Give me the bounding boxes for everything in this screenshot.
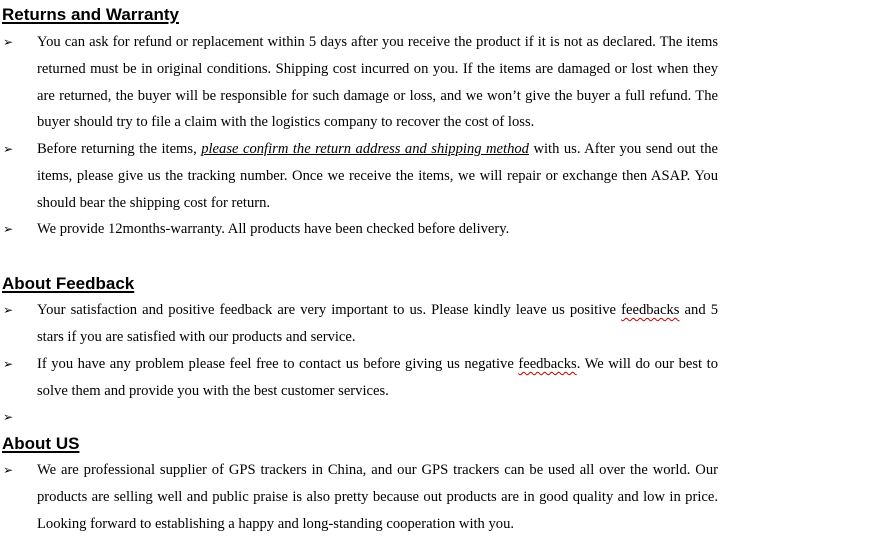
about-us-heading: About US <box>2 434 80 453</box>
feedback-item-1-after: and 5 stars if you are satisfied with our products and service. <box>37 302 718 345</box>
about-item-1 <box>0 457 720 537</box>
spelling-flagged-word: feedbacks <box>518 356 577 372</box>
returns-item-3-text: We provide 12months-warranty. All products have been checked before delivery. <box>37 221 510 237</box>
arrow-bullet-icon: ➢ <box>3 303 14 317</box>
feedback-item-2-text <box>37 351 718 405</box>
return-address-emphasis: please confirm the return address and shipping method <box>201 141 529 157</box>
arrow-bullet-icon: ➢ <box>3 357 14 371</box>
returns-warranty-heading: Returns and Warranty <box>2 5 179 24</box>
about-feedback-heading: About Feedback <box>2 274 135 293</box>
feedback-item-2-before: If you have any problem please feel free to contact us before giving us negative <box>37 356 519 372</box>
feedback-item-1-text <box>37 297 718 351</box>
returns-item-1-text: You can ask for refund or replacement within 5 days after you receive the product if it is not as declared. The items returned must be in original conditions. Shipping cost incurred on you. If the items are damaged or lost when they are returned, the buyer will be responsible for such damage or loss, and we won’t give the buyer a full refund. The buyer should try to file a claim with the logistics company to recover the cost of loss. <box>37 34 718 131</box>
returns-item-1 <box>0 29 720 136</box>
returns-item-3 <box>0 216 720 243</box>
returns-item-2-before: Before returning the items, <box>37 141 202 157</box>
about-item-1-text: We are professional supplier of GPS trackers in China, and our GPS trackers can be used all over the world. Our products are selling well and public praise is also pretty because out products are in good quality and low in price. Looking forward to establishing a happy and long-standing cooperation with you. <box>37 462 718 532</box>
feedback-item-2-after: . We will do our best to solve them and provide you with the best customer services. <box>37 356 718 399</box>
spelling-flagged-word: feedbacks <box>621 302 680 318</box>
returns-item-2-after: with us. After you send out the items, please give us the tracking number. Once we receive the items, we will repair or exchange then ASAP. You should bear the shipping cost for return. <box>37 141 718 211</box>
arrow-bullet-icon: ➢ <box>3 463 14 477</box>
returns-item-2-text <box>37 136 718 216</box>
feedback-item-1-before: Your satisfaction and positive feedback are very important to us. Please kindly leave us positive <box>37 302 622 318</box>
arrow-bullet-icon: ➢ <box>3 222 14 236</box>
feedback-item-2 <box>0 351 720 405</box>
arrow-bullet-icon: ➢ <box>3 35 14 49</box>
returns-item-2 <box>0 136 720 216</box>
arrow-bullet-icon: ➢ <box>3 142 14 156</box>
arrow-bullet-icon: ➢ <box>3 410 14 424</box>
feedback-item-1 <box>0 297 720 351</box>
